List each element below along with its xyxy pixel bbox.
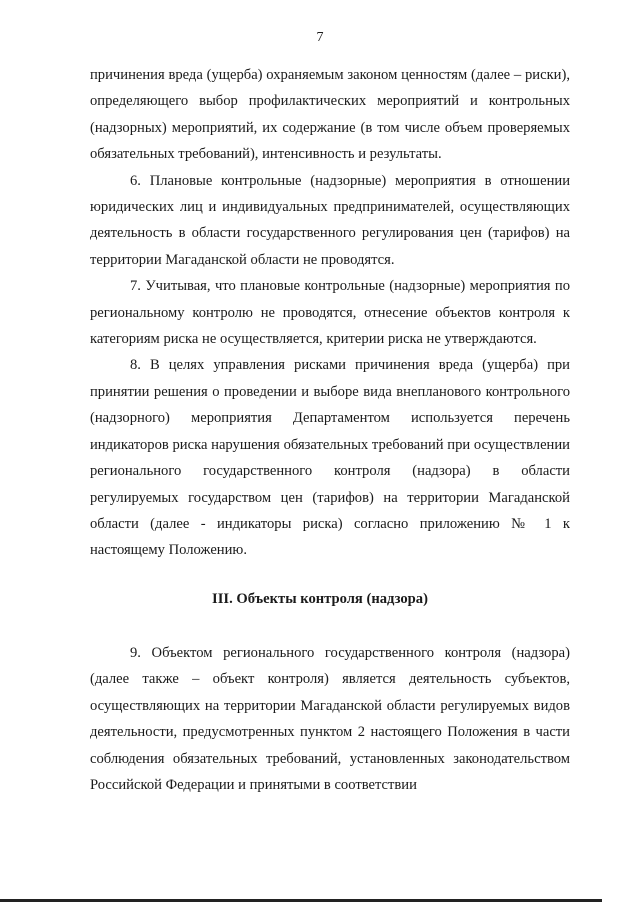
paragraph-9: 9. Объектом регионального государственного контроля (надзора) (далее также – объект контроля) является деятельность субъектов, осуществляющих на территории Магаданской области регулируемых видов деятельности, предусмотренных пунктом 2 настоящего Положения в части соблюдения обязательных требований, установленных законодательством Российской Федерации и принятыми в соответствии bbox=[90, 645, 570, 794]
body-text-top bbox=[90, 62, 570, 564]
bottom-rule bbox=[0, 899, 602, 902]
paragraph-8: 8. В целях управления рисками причинения вреда (ущерба) при принятии решения о проведении и выборе вида внепланового контрольного (надзорного) мероприятия Департаментом используется перечень индикаторов риска нарушения обязательных требований при осуществлении регионального государственного контроля (надзора) в области регулируемых государством цен (тарифов) на территории Магаданской области (далее - индикаторы риска) согласно приложению № 1 к настоящему Положению. bbox=[90, 357, 570, 559]
paragraph-6: 6. Плановые контрольные (надзорные) мероприятия в отношении юридических лиц и индивидуальных предпринимателей, осуществляющих деятельность в области государственного регулирования цен (тарифов) на территории Магаданской области не проводятся. bbox=[90, 172, 570, 268]
paragraph-7: 7. Учитывая, что плановые контрольные (надзорные) мероприятия по региональному контролю не проводятся, отнесение объектов контроля к категориям риска не осуществляется, критерии риска не утверждаются. bbox=[90, 278, 570, 348]
paragraph-continuation: причинения вреда (ущерба) охраняемым законом ценностям (далее – риски), определяющего выбор профилактических мероприятий и контрольных (надзорных) мероприятий, их содержание (в том числе объем проверяемых обязательных требований), интенсивность и результаты. bbox=[90, 67, 570, 163]
body-text-bottom bbox=[90, 640, 570, 798]
section-heading: III. Объекты контроля (надзора) bbox=[212, 591, 428, 607]
page-number: 7 bbox=[316, 30, 324, 45]
